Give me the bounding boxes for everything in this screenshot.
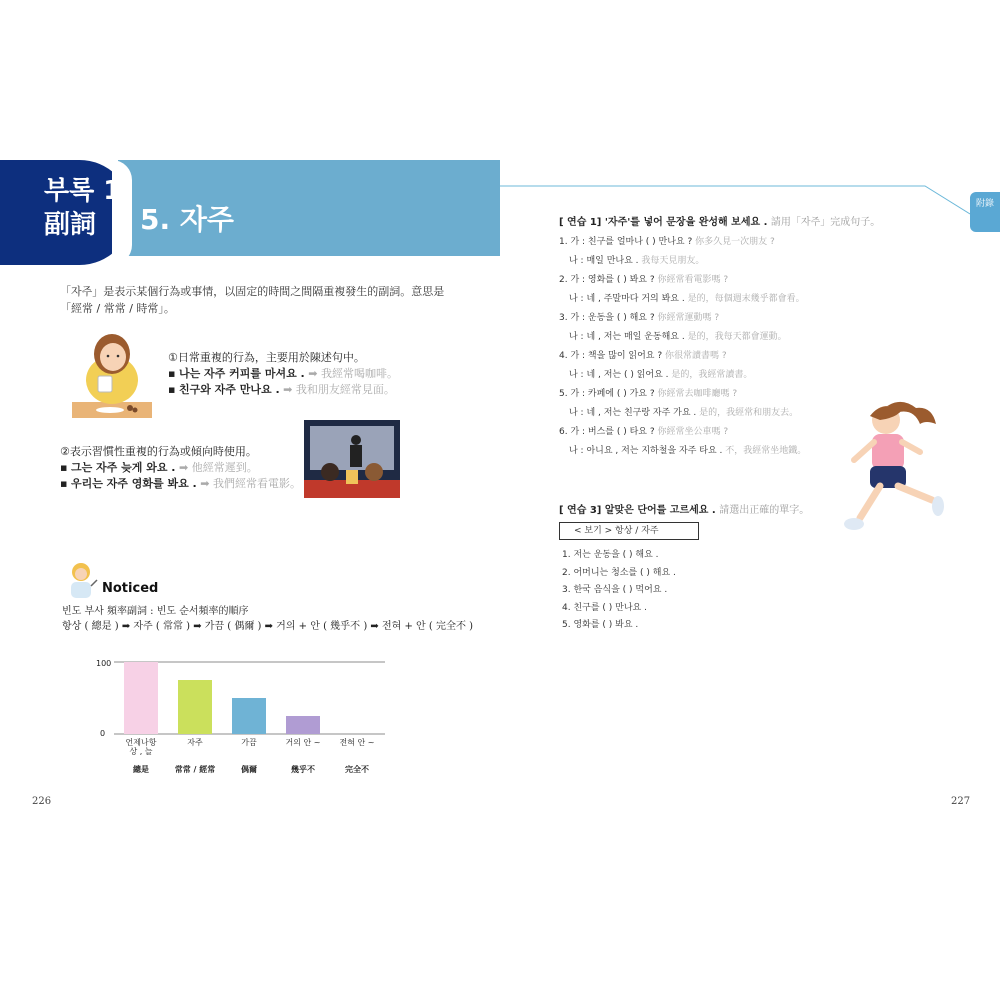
- exercise-3-list: [562, 549, 676, 637]
- exercise-3-title: [559, 501, 809, 516]
- question-translation: 你經常運動嗎 ?: [657, 313, 720, 323]
- answer-text: 나 : 네 , 저는 친구랑 자주 가요 .: [569, 408, 697, 418]
- question-text: 2. 가 : 영화를 ( ) 봐요 ?: [559, 275, 655, 285]
- appendix-category: 副詞: [44, 210, 97, 240]
- coffee-woman-illustration: [72, 332, 152, 418]
- frequency-note-line-2: 항상 ( 總是 ) ➡ 자주 ( 常常 ) ➡ 가끔 ( 偶爾 ) ➡ 거의 + 안 ( 幾乎不 ) ➡ 전혀 + 안 ( 完全不 ): [62, 621, 474, 632]
- arrow-icon: ➡: [308, 367, 318, 380]
- appendix-label: [44, 174, 121, 242]
- answer-text: 나 : 네 , 저는 매일 운동해요 .: [569, 332, 685, 342]
- exercise-1-question: [559, 312, 806, 331]
- ex-keyword: 자주: [204, 367, 226, 380]
- ex-translation: 我經常喝咖啡。: [320, 367, 398, 380]
- teacher-icon: [64, 560, 98, 598]
- exercise-3-item: 1. 저는 운동을 ( ) 해요 .: [562, 550, 659, 560]
- arrow-icon: ➡: [178, 461, 189, 474]
- exercise-1-answer: [559, 369, 806, 388]
- exercise-1-list: [559, 236, 806, 464]
- exercise-1-heading: [ 연습 1] '자주'를 넣어 문장을 완성해 보세요 .: [559, 217, 768, 228]
- category-translation: 總是: [133, 765, 149, 774]
- y-tick-label-0: 0: [100, 729, 106, 738]
- example-word-box: < 보기 > 항상 / 자주: [559, 522, 699, 540]
- exercise-1-answer: [559, 331, 806, 350]
- category-label: 언제나항: [125, 738, 157, 747]
- ex-pre: 나는: [178, 367, 205, 380]
- category-label: 자주: [187, 738, 203, 747]
- exercise-1-answer: [559, 255, 806, 274]
- category-label: 거의 안 ~: [285, 738, 321, 747]
- page-number-left: 226: [32, 796, 52, 807]
- answer-translation: 我每天見朋友。: [641, 256, 705, 266]
- usage-1-heading: ①日常重複的行為，主要用於陳述句中。: [168, 351, 365, 364]
- category-translation: 偶爾: [241, 765, 257, 774]
- question-text: 1. 가 : 친구를 얼마나 ( ) 만나요 ?: [559, 237, 693, 247]
- ex-translation: 我和朋友經常見面。: [295, 383, 395, 396]
- ex-pre: 우리는: [70, 477, 107, 490]
- usage-1: [168, 350, 398, 398]
- ex-pre: 친구와: [178, 383, 215, 396]
- ex-pre: 그는: [70, 461, 97, 474]
- exercise-3-subtitle: 請選出正確的單字。: [719, 505, 810, 516]
- question-translation: 你多久見一次朋友 ?: [695, 237, 775, 247]
- y-tick-label-100: 100: [96, 659, 112, 668]
- answer-text: 나 : 네 , 주말마다 거의 봐요 .: [569, 294, 685, 304]
- bar-2: [178, 680, 212, 734]
- arrow-icon: ➡: [200, 477, 210, 490]
- exercise-1-question: [559, 388, 806, 407]
- ex-translation: 我們經常看電影。: [212, 477, 301, 490]
- usage-1-example-1: ▪ 나는 자주 커피를 마셔요 . ➡ 我經常喝咖啡。: [168, 367, 398, 380]
- usage-2: [60, 444, 301, 492]
- exercise-1-answer: [559, 407, 806, 426]
- arrow-icon: ➡: [283, 383, 293, 396]
- page-title: 5. 자주: [140, 203, 234, 236]
- answer-translation: 不，我經常坐地鐵。: [725, 446, 807, 456]
- exercise-1-question: [559, 236, 806, 255]
- exercise-1-question: [559, 350, 806, 369]
- answer-translation: 是的，我每天都會運動。: [687, 332, 787, 342]
- ex-post: 만나요 .: [235, 383, 280, 396]
- category-translation: 常常 / 經常: [174, 765, 216, 774]
- appendix-number: 부록 1: [44, 176, 122, 206]
- exercise-1-title: [559, 213, 880, 228]
- bar-1: [124, 662, 158, 734]
- ex-post: 영화를 봐요 .: [127, 477, 197, 490]
- question-text: 5. 가 : 카페에 ( ) 가요 ?: [559, 389, 655, 399]
- answer-text: 나 : 아니요 , 저는 지하철을 자주 타요 .: [569, 446, 723, 456]
- ex-post: 늦게 와요 .: [117, 461, 176, 474]
- answer-translation: 是的，每個週末幾乎都會看。: [687, 294, 805, 304]
- answer-translation: 是的，我經常讀書。: [671, 370, 753, 380]
- ex-translation: 他經常遲到。: [191, 461, 258, 474]
- intro-text: 「자주」是表示某個行為或事情，以固定的時間之間隔重複發生的副詞。意思是「經常 / 常常 / 時常」。: [60, 285, 445, 315]
- exercise-3-heading: [ 연습 3] 알맞은 단어를 고르세요 .: [559, 505, 716, 516]
- usage-1-example-2: ▪ 친구와 자주 만나요 . ➡ 我和朋友經常見面。: [168, 383, 395, 396]
- exercise-3-item: 3. 한국 음식을 ( ) 먹어요 .: [562, 585, 668, 595]
- appendix-side-tab: 附錄: [970, 192, 1000, 232]
- running-girl-illustration: [840, 390, 950, 540]
- usage-2-example-1: ▪ 그는 자주 늦게 와요 . ➡ 他經常遲到。: [60, 461, 258, 474]
- exercise-1-question: [559, 274, 806, 293]
- ex-post: 커피를 마셔요 .: [225, 367, 305, 380]
- exercise-1-answer: [559, 293, 806, 312]
- ex-keyword: 자주: [96, 461, 118, 474]
- ex-keyword: 자주: [214, 383, 236, 396]
- exercise-1-answer: [559, 445, 806, 464]
- exercise-1-subtitle: 請用「자주」完成句子。: [770, 217, 881, 228]
- answer-text: 나 : 매일 만나요 .: [569, 256, 639, 266]
- ex-keyword: 자주: [106, 477, 128, 490]
- question-translation: 你經常看電影嗎 ?: [657, 275, 729, 285]
- bar-4: [286, 716, 320, 734]
- exercise-3-item: 2. 어머니는 청소를 ( ) 해요 .: [562, 567, 676, 578]
- noticed-title: Noticed: [102, 581, 159, 596]
- question-translation: 你經常坐公車嗎 ?: [657, 427, 729, 437]
- category-label: 가끔: [241, 738, 257, 747]
- question-text: 6. 가 : 버스를 ( ) 타요 ?: [559, 427, 655, 437]
- exercise-3-item: 4. 친구를 ( ) 만나요 .: [562, 602, 647, 613]
- frequency-note-line-1: 빈도 부사 頻率副詞 : 빈도 순서頻率的順序: [62, 606, 249, 617]
- question-text: 3. 가 : 운동을 ( ) 해요 ?: [559, 313, 655, 323]
- bar-3: [232, 698, 266, 734]
- category-label: 상 , 늘: [129, 747, 153, 756]
- category-translation: 完全不: [345, 765, 369, 774]
- question-translation: 你很常讀書嗎 ?: [665, 351, 727, 361]
- exercise-1-question: [559, 426, 806, 445]
- answer-text: 나 : 네 , 저는 ( ) 읽어요 .: [569, 370, 669, 380]
- usage-2-example-2: ▪ 우리는 자주 영화를 봐요 . ➡ 我們經常看電影。: [60, 477, 301, 490]
- cinema-illustration: [304, 420, 400, 498]
- question-translation: 你經常去咖啡廳嗎 ?: [657, 389, 738, 399]
- category-translation: 幾乎不: [291, 765, 315, 774]
- category-label: 전혀 안 ~: [339, 738, 375, 747]
- usage-2-heading: ②表示習慣性重複的行為或傾向時使用。: [60, 445, 257, 458]
- question-text: 4. 가 : 책을 많이 읽어요 ?: [559, 351, 663, 361]
- frequency-note: [62, 604, 473, 634]
- frequency-bar-chart: [80, 650, 400, 780]
- exercise-3-item: 5. 영화를 ( ) 봐요 .: [562, 620, 639, 630]
- answer-translation: 是的，我經常和朋友去。: [699, 408, 799, 418]
- page-number-right: 227: [951, 796, 971, 807]
